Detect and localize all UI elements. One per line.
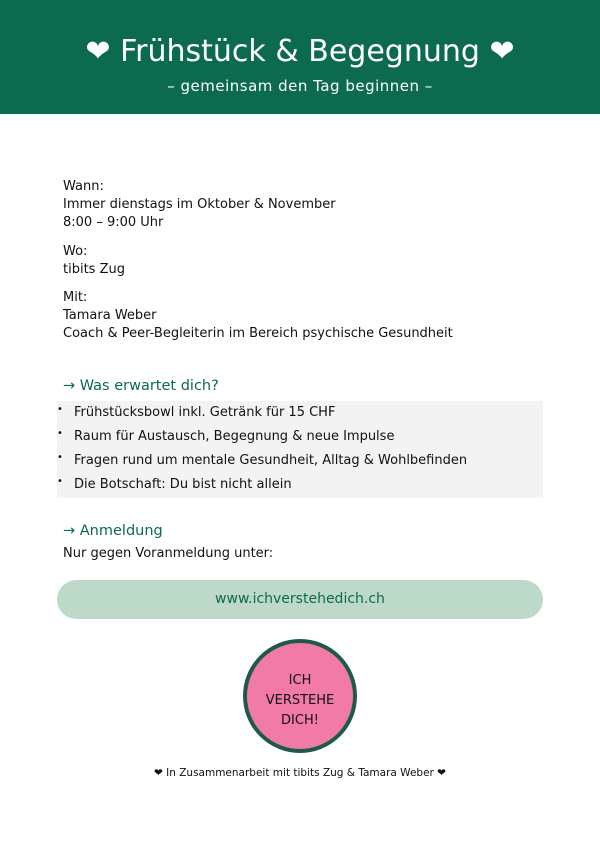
header-banner	[0, 0, 600, 114]
badge-text	[247, 671, 353, 731]
page-subtitle: – gemeinsam den Tag beginnen –	[167, 77, 433, 95]
expect-list	[57, 401, 543, 498]
when-block	[63, 178, 336, 232]
list-item-text: Frühstücksbowl inkl. Getränk für 15 CHF	[74, 405, 336, 420]
badge-line-2: VERSTEHE	[265, 693, 335, 708]
bullet-icon: •	[57, 452, 63, 463]
bullet-icon: •	[57, 404, 63, 415]
where-block	[63, 243, 125, 279]
registration-text: Nur gegen Voranmeldung unter:	[63, 546, 274, 561]
page-title: ❤ Frühstück & Begegnung ❤	[85, 34, 515, 69]
bullet-icon: •	[57, 476, 63, 487]
badge-logo	[243, 639, 357, 753]
badge-line-1: ICH	[288, 673, 312, 688]
when-label: Wann:	[63, 179, 104, 194]
where-label: Wo:	[63, 244, 88, 259]
list-item-text: Raum für Austausch, Begegnung & neue Impulse	[74, 429, 395, 444]
where-value: tibits Zug	[63, 262, 125, 277]
list-item-text: Fragen rund um mentale Gesundheit, Alltag & Wohlbefinden	[74, 453, 468, 468]
footer-note: ❤ In Zusammenarbeit mit tibits Zug & Tamara Weber ❤	[154, 767, 446, 779]
when-days: Immer dienstags im Oktober & November	[63, 197, 336, 212]
registration-heading: → Anmeldung	[63, 523, 163, 539]
when-time: 8:00 – 9:00 Uhr	[63, 215, 164, 230]
with-role: Coach & Peer-Begleiterin im Bereich psychische Gesundheit	[63, 326, 453, 341]
expect-heading: → Was erwartet dich?	[63, 378, 219, 394]
with-name: Tamara Weber	[63, 308, 157, 323]
registration-url-link[interactable]: www.ichverstehedich.ch	[57, 580, 543, 619]
with-block	[63, 289, 453, 343]
badge-line-3: DICH!	[281, 713, 319, 728]
list-item-text: Die Botschaft: Du bist nicht allein	[74, 477, 292, 492]
with-label: Mit:	[63, 290, 88, 305]
bullet-icon: •	[57, 428, 63, 439]
